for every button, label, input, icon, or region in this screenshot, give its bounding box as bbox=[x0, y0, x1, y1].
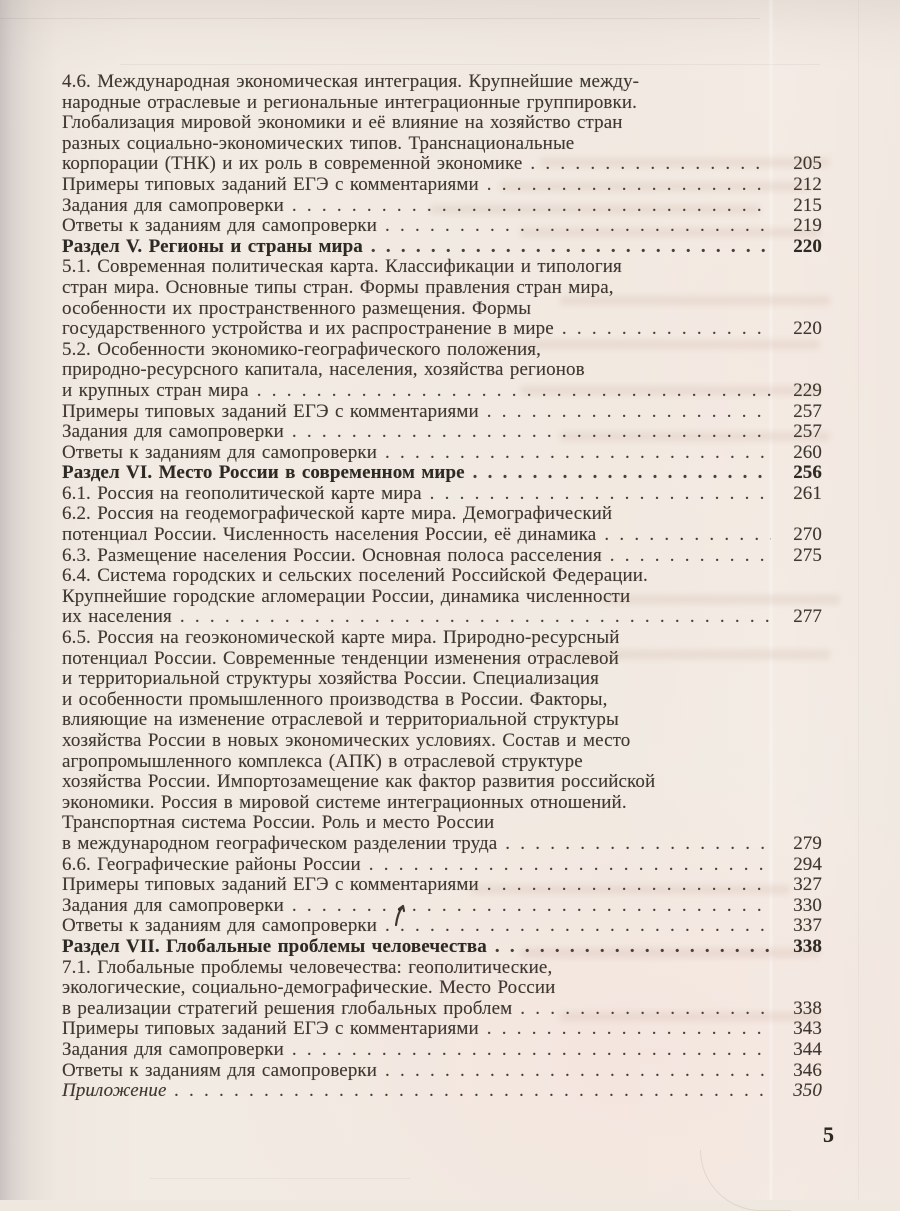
toc-row bbox=[62, 978, 822, 999]
toc-entry-text: Раздел VI. Место России в современном мире bbox=[62, 462, 465, 484]
toc-row bbox=[62, 299, 822, 320]
toc-entry-text: 6.2. Россия на геодемографической карте мира. Демографический bbox=[62, 503, 613, 525]
toc-entry-text: 6.5. Россия на геоэкономической карте мира. Природно-ресурсный bbox=[62, 627, 620, 649]
toc-page-number: 229 bbox=[793, 379, 822, 401]
toc-row bbox=[62, 154, 822, 175]
toc-row bbox=[62, 710, 822, 731]
toc-row bbox=[62, 587, 822, 608]
toc-dot-leader bbox=[292, 422, 771, 443]
toc-entry-text: Глобализация мировой экономики и её влияние на хозяйство стран bbox=[62, 112, 623, 134]
toc-entry-text: влияющие на изменение отраслевой и территориальной структуры bbox=[62, 709, 619, 731]
toc-entry-text: 6.4. Система городских и сельских поселений Российской Федерации. bbox=[62, 565, 648, 587]
paper-crease bbox=[0, 18, 760, 19]
toc-page-number: 343 bbox=[793, 1018, 822, 1040]
toc-entry-text: агропромышленного комплекса (АПК) в отраслевой структуре bbox=[62, 750, 583, 772]
toc-entry-text: 6.3. Размещение населения России. Основная полоса расселения bbox=[62, 544, 602, 566]
toc-row bbox=[62, 916, 822, 937]
toc-entry-text: хозяйства России в новых экономических условиях. Состав и место bbox=[62, 730, 631, 751]
toc-dot-leader bbox=[385, 443, 771, 464]
toc-row bbox=[62, 999, 822, 1020]
toc-row bbox=[62, 752, 822, 773]
toc-dot-leader bbox=[385, 216, 771, 237]
toc-entry-text: стран мира. Основные типы стран. Формы правления стран мира, bbox=[62, 276, 614, 298]
toc-dot-leader bbox=[371, 237, 771, 258]
toc-entry-text: экономики. Россия в мировой системе интеграционных отношений. bbox=[62, 791, 627, 813]
toc-entry-text: хозяйства России. Импортозамещение как фактор развития российской bbox=[62, 771, 656, 793]
toc-entry-text: особенности их пространственного размещения. Формы bbox=[62, 297, 532, 319]
toc-row bbox=[62, 72, 822, 93]
toc-row bbox=[62, 340, 822, 361]
paper-crease bbox=[858, 0, 859, 1200]
toc-page-number: 330 bbox=[793, 894, 822, 916]
toc-row bbox=[62, 546, 822, 567]
toc-entry-text: разных социально-экономических типов. Транснациональные bbox=[62, 132, 575, 154]
toc-row bbox=[62, 793, 822, 814]
page-folio: 5 bbox=[823, 1122, 834, 1147]
paper-scratch bbox=[700, 1150, 791, 1211]
toc-entry-text: 5.2. Особенности экономико-географического положения, bbox=[62, 338, 542, 360]
toc-row bbox=[62, 1061, 822, 1082]
toc-entry-text: 7.1. Глобальные проблемы человечества: геополитические, bbox=[62, 956, 553, 978]
toc-row bbox=[62, 731, 822, 752]
toc-row bbox=[62, 896, 822, 917]
toc-dot-leader bbox=[505, 834, 771, 855]
toc-row bbox=[62, 607, 822, 628]
toc-page-number: 220 bbox=[793, 318, 822, 340]
toc-dot-leader bbox=[520, 999, 771, 1020]
toc-dot-leader bbox=[610, 546, 771, 567]
toc-entry-text: в реализации стратегий решения глобальных проблем bbox=[62, 997, 513, 1019]
toc-entry-text: корпорации (ТНК) и их роль в современной экономике bbox=[62, 153, 523, 175]
toc-page-number: 205 bbox=[793, 153, 822, 175]
toc-dot-leader bbox=[487, 875, 771, 896]
toc-dot-leader bbox=[292, 196, 771, 217]
toc-entry-text: Задания для самопроверки bbox=[62, 194, 284, 216]
table-of-contents bbox=[62, 72, 822, 1102]
toc-dot-leader bbox=[385, 916, 771, 937]
toc-row bbox=[62, 690, 822, 711]
toc-page-number: 257 bbox=[793, 421, 822, 443]
toc-dot-leader bbox=[369, 855, 771, 876]
toc-dot-leader bbox=[473, 463, 771, 484]
toc-dot-leader bbox=[180, 607, 771, 628]
toc-dot-leader bbox=[604, 525, 771, 546]
toc-entry-text: природно-ресурсного капитала, населения, хозяйства регионов bbox=[62, 359, 585, 381]
toc-dot-leader bbox=[487, 175, 771, 196]
toc-entry-text: 6.1. Россия на геополитической карте мира bbox=[62, 482, 422, 504]
toc-entry-text: Примеры типовых заданий ЕГЭ с комментариями bbox=[62, 1018, 479, 1040]
toc-entry-text: Ответы к заданиям для самопроверки bbox=[62, 1059, 378, 1081]
toc-row bbox=[62, 834, 822, 855]
toc-entry-text: государственного устройства и их распространение в мире bbox=[62, 318, 554, 340]
toc-entry-text: Ответы к заданиям для самопроверки bbox=[62, 441, 378, 463]
toc-row bbox=[62, 381, 822, 402]
toc-row bbox=[62, 93, 822, 114]
toc-entry-text: Раздел V. Регионы и страны мира bbox=[62, 235, 363, 257]
toc-page-number: 294 bbox=[793, 853, 822, 875]
toc-page-number: 350 bbox=[793, 1080, 822, 1102]
toc-row bbox=[62, 649, 822, 670]
toc-entry-text: 6.6. Географические районы России bbox=[62, 853, 361, 875]
toc-row bbox=[62, 566, 822, 587]
toc-dot-leader bbox=[487, 402, 771, 423]
toc-entry-text: Примеры типовых заданий ЕГЭ с комментариями bbox=[62, 400, 479, 422]
toc-row bbox=[62, 958, 822, 979]
toc-row bbox=[62, 278, 822, 299]
toc-entry-text: и крупных стран мира bbox=[62, 379, 249, 401]
toc-row bbox=[62, 196, 822, 217]
toc-entry-text: Приложение bbox=[62, 1080, 167, 1102]
toc-entry-text: Раздел VII. Глобальные проблемы человечества bbox=[62, 935, 487, 957]
toc-page-number: 212 bbox=[793, 173, 822, 195]
toc-row bbox=[62, 257, 822, 278]
toc-entry-text: Задания для самопроверки bbox=[62, 1038, 284, 1060]
toc-row bbox=[62, 422, 822, 443]
toc-entry-text: их населения bbox=[62, 606, 172, 628]
toc-entry-text: и территориальной структуры хозяйства России. Специализация bbox=[62, 668, 600, 690]
toc-entry-text: потенциал России. Современные тенденции изменения отраслевой bbox=[62, 647, 619, 669]
toc-entry-text: народные отраслевые и региональные интеграционные группировки. bbox=[62, 91, 637, 113]
toc-entry-text: Задания для самопроверки bbox=[62, 894, 284, 916]
toc-row bbox=[62, 1040, 822, 1061]
toc-page-number: 215 bbox=[793, 194, 822, 216]
toc-entry-text: Примеры типовых заданий ЕГЭ с комментариями bbox=[62, 874, 479, 896]
toc-row bbox=[62, 484, 822, 505]
toc-dot-leader bbox=[562, 319, 771, 340]
toc-row bbox=[62, 669, 822, 690]
toc-row bbox=[62, 855, 822, 876]
toc-page-number: 257 bbox=[793, 400, 822, 422]
toc-row bbox=[62, 772, 822, 793]
paper-crease bbox=[120, 64, 820, 65]
toc-row bbox=[62, 875, 822, 896]
toc-row bbox=[62, 175, 822, 196]
toc-row bbox=[62, 113, 822, 134]
toc-entry-text: экологические, социально-демографические. Место России bbox=[62, 977, 556, 999]
toc-dot-leader bbox=[257, 381, 771, 402]
toc-dot-leader bbox=[174, 1081, 771, 1102]
toc-page-number: 277 bbox=[793, 606, 822, 628]
toc-row bbox=[62, 402, 822, 423]
toc-entry-text: Ответы к заданиям для самопроверки bbox=[62, 215, 378, 237]
toc-row bbox=[62, 237, 822, 258]
toc-page-number: 220 bbox=[793, 235, 822, 257]
toc-page-number: 275 bbox=[793, 544, 822, 566]
toc-row bbox=[62, 443, 822, 464]
toc-row bbox=[62, 813, 822, 834]
toc-entry-text: потенциал России. Численность населения России, её динамика bbox=[62, 524, 597, 546]
toc-dot-leader bbox=[495, 937, 771, 958]
toc-entry-text: 5.1. Современная политическая карта. Классификации и типология bbox=[62, 256, 622, 278]
toc-row bbox=[62, 937, 822, 958]
toc-row bbox=[62, 1081, 822, 1102]
toc-row bbox=[62, 1019, 822, 1040]
toc-entry-text: и особенности промышленного производства в России. Факторы, bbox=[62, 688, 608, 710]
toc-page-number: 270 bbox=[793, 524, 822, 546]
toc-dot-leader bbox=[530, 154, 771, 175]
toc-row bbox=[62, 216, 822, 237]
toc-row bbox=[62, 360, 822, 381]
toc-page-number: 260 bbox=[793, 441, 822, 463]
paper-scratch bbox=[150, 1178, 410, 1179]
toc-dot-leader bbox=[385, 1061, 771, 1082]
toc-row bbox=[62, 134, 822, 155]
toc-row bbox=[62, 504, 822, 525]
toc-page-number: 327 bbox=[793, 874, 822, 896]
toc-entry-text: Крупнейшие городские агломерации России, динамика численности bbox=[62, 585, 631, 607]
toc-row bbox=[62, 463, 822, 484]
toc-row bbox=[62, 319, 822, 340]
toc-page-number: 344 bbox=[793, 1038, 822, 1060]
toc-page-number: 346 bbox=[793, 1059, 822, 1081]
toc-page-number: 261 bbox=[793, 482, 822, 504]
toc-dot-leader bbox=[292, 896, 771, 917]
toc-entry-text: Транспортная система России. Роль и место России bbox=[62, 812, 495, 834]
toc-entry-text: Ответы к заданиям для самопроверки bbox=[62, 915, 378, 937]
toc-dot-leader bbox=[430, 484, 771, 505]
toc-dot-leader bbox=[487, 1019, 771, 1040]
toc-page-number: 338 bbox=[793, 997, 822, 1019]
toc-entry-text: 4.6. Международная экономическая интеграция. Крупнейшие между- bbox=[62, 71, 640, 92]
toc-page-number: 256 bbox=[793, 462, 822, 484]
toc-entry-text: в международном географическом разделении труда bbox=[62, 832, 498, 854]
toc-page-number: 279 bbox=[793, 832, 822, 854]
toc-page-number: 338 bbox=[793, 935, 822, 957]
toc-row bbox=[62, 628, 822, 649]
toc-page-number: 337 bbox=[793, 915, 822, 937]
toc-dot-leader bbox=[292, 1040, 771, 1061]
toc-page-number: 219 bbox=[793, 215, 822, 237]
toc-entry-text: Примеры типовых заданий ЕГЭ с комментариями bbox=[62, 173, 479, 195]
toc-entry-text: Задания для самопроверки bbox=[62, 421, 284, 443]
toc-row bbox=[62, 525, 822, 546]
